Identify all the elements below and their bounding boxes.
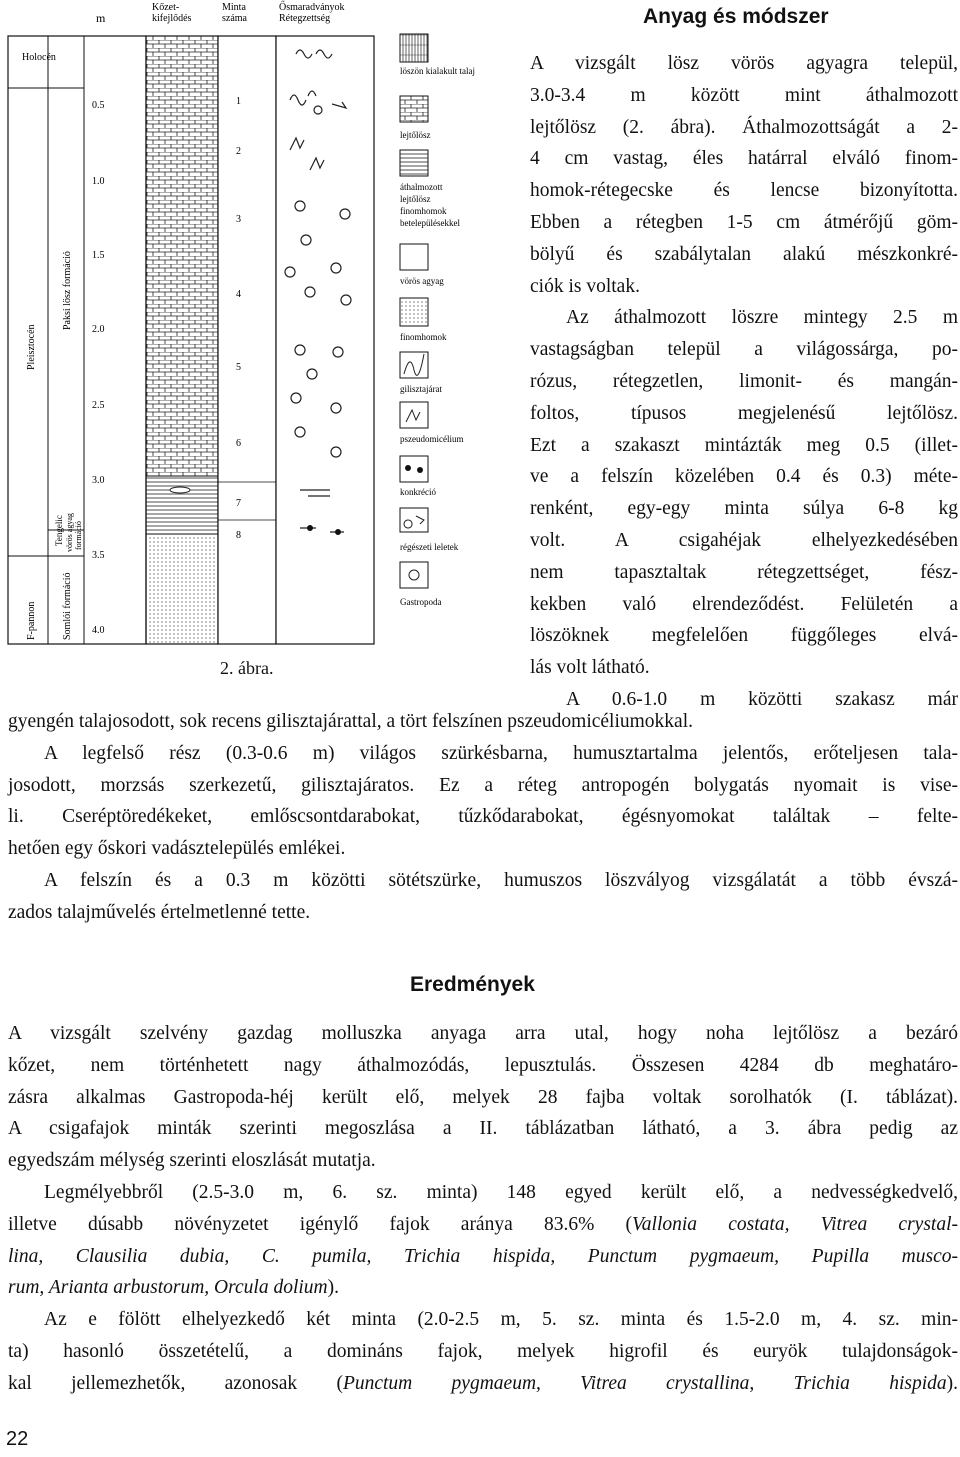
svg-text:lejtőlösz: lejtőlösz [400, 130, 431, 140]
method-text-continued [8, 706, 958, 929]
text-line: ta) hasonló összetételű, a domináns fajok, melyek higrofil és euryök tulajdonságok- [8, 1340, 958, 1362]
text-line: rózus, rétegzetlen, limonit- és mangán- [530, 370, 958, 392]
tengelic-label-2: vörös agyag [65, 513, 74, 552]
svg-text:2.5: 2.5 [92, 400, 105, 411]
svg-text:finomhomok: finomhomok [400, 206, 447, 216]
text-line: Az áthalmozott löszre mintegy 2.5 m [566, 307, 958, 329]
depth-axis [92, 100, 105, 636]
text-line: vastagságban települ a világossárga, po- [530, 339, 958, 361]
paks-loess-label: Paksi lösz formáció [62, 251, 73, 330]
text-line: Legmélyebbről (2.5-3.0 m, 6. sz. minta) 148 egyed került elő, a nedvességkedvelő, [44, 1181, 958, 1203]
svg-text:1.0: 1.0 [92, 176, 105, 187]
text-line: homok-rétegecske és lencse bizonyította. [530, 180, 958, 202]
text-line: kekben való elrendeződést. Felületén a [530, 593, 958, 615]
sample-header: Minta száma [222, 2, 247, 24]
svg-text:7: 7 [236, 498, 241, 509]
rock-header: Kőzet-kifejlődés [152, 2, 192, 24]
text-line: ciók is voltak. [530, 275, 640, 297]
svg-text:betelepülésekkel: betelepülésekkel [400, 218, 460, 228]
text-line: A legfelső rész (0.3-0.6 m) világos szürkésbarna, humusztartalma jelentős, erőteljesen tala- [44, 742, 958, 764]
text-line: egyedszám mélység szerinti eloszlását mutatja. [8, 1150, 376, 1172]
text-line: Ezt a szakaszt mintázták meg 0.5 (illet- [530, 434, 958, 456]
text-line: li. Cseréptöredékeket, emlőscsontdarabokat, tűzkődarabokat, égésnyomokat találtak – felte- [8, 806, 958, 828]
text-line: foltos, típusos megjelenésű lejtőlösz. [530, 402, 958, 424]
fossil-header: Ősmaradványok Rétegzettség [279, 2, 345, 24]
results-text [8, 1018, 958, 1400]
svg-text:4.0: 4.0 [92, 625, 105, 636]
text-line: bölyű és szabálytalan alakú mészkonkré- [530, 243, 958, 265]
text-line: gyengén talajosodott, sok recens gilisztajárattal, a tört felszínen pszeudomicéliumokkal. [8, 711, 693, 732]
f-pannon-label: F-pannon [26, 601, 37, 640]
text-line: A felszín és a 0.3 m közötti sötétszürke, humuszos löszvályog vizsgálatát a több évszá- [44, 869, 958, 891]
depth-header: m [96, 11, 106, 25]
legend [400, 34, 475, 607]
svg-text:0.5: 0.5 [92, 100, 105, 111]
svg-text:2: 2 [236, 146, 241, 157]
text-line: Ebben a rétegben 1-5 cm átmérőjű göm- [530, 211, 958, 233]
svg-text:régészeti leletek: régészeti leletek [400, 542, 459, 552]
text-line: löszöknek megfelelően függőleges elvá- [530, 625, 958, 647]
svg-text:3: 3 [236, 214, 241, 225]
text-line: Az e fölött elhelyezkedő két minta (2.0-2.5 m, 5. sz. minta és 1.5-2.0 m, 4. sz. min- [44, 1309, 958, 1331]
svg-text:6: 6 [236, 438, 241, 449]
text-line: josodott, morzsás szerkezetű, gilisztajáratos. Ez a réteg antropogén bolygatás nyomait is vise- [8, 774, 958, 796]
text-line: lás volt látható. [530, 657, 650, 679]
text-line: kőzet, nem történhetett nagy áthalmozódás, lepusztulás. Összesen 4284 db meghatáro- [8, 1054, 958, 1076]
text-line: hetően egy őskori vadásztelepülés emlékei. [8, 838, 346, 860]
stratigraphic-column-figure [0, 0, 520, 680]
svg-text:2.0: 2.0 [92, 324, 105, 335]
text-line: A vizsgált szelvény gazdag molluszka anyaga arra utal, hogy noha lejtőlösz a bezáró [8, 1023, 958, 1044]
svg-text:konkréció: konkréció [400, 487, 436, 497]
tengelic-label: Tengelic [54, 515, 64, 546]
text-line: illetve dúsabb növényzetet igénylő fajok aránya 83.6% (Vallonia costata, Vitrea crystal- [8, 1213, 959, 1235]
text-line: lina, Clausilia dubia, C. pumila, Trichia hispida, Punctum pygmaeum, Pupilla musco- [8, 1245, 958, 1267]
tengelic-label-3: formáció [74, 521, 83, 550]
text-line: rum, Arianta arbustorum, Orcula dolium). [8, 1277, 339, 1299]
svg-text:lejtőlösz: lejtőlösz [400, 194, 431, 204]
text-line: lejtőlösz (2. ábra). Áthalmozottságát a 2- [530, 116, 958, 138]
svg-text:8: 8 [236, 530, 241, 541]
text-line: zados talajművelés értelmetlenné tette. [8, 901, 311, 923]
svg-text:Gastropoda: Gastropoda [400, 597, 442, 607]
text-line: A csigafajok minták szerinti megoszlása a II. táblázatban látható, a 3. ábra pedig az [8, 1118, 958, 1140]
text-line: A 0.6-1.0 m közötti szakasz már [566, 688, 958, 710]
text-line: ve a felszín közelében 0.4 és 0.3) méte- [530, 466, 958, 488]
text-line: zásra alkalmas Gastropoda-héj került elő, melyek 28 fajba voltak sorolhatók (I. táblázat). [8, 1086, 958, 1108]
svg-text:löszön kialakult talaj: löszön kialakult talaj [400, 66, 475, 76]
text-line: nem tapasztaltak rétegzettséget, fész- [530, 561, 958, 583]
svg-text:gilisztajárat: gilisztajárat [400, 384, 442, 394]
svg-text:vörös agyag: vörös agyag [400, 276, 444, 286]
somlo-label: Somlói formáció [62, 572, 73, 640]
figure-caption: 2. ábra. [220, 658, 274, 678]
svg-text:finomhomok: finomhomok [400, 332, 447, 342]
svg-text:pszeudomicélium: pszeudomicélium [400, 434, 464, 444]
svg-text:3.5: 3.5 [92, 550, 105, 561]
lithology-column [146, 36, 218, 644]
text-line: A vizsgált lösz vörös agyagra települ, [530, 53, 958, 74]
pleistocene-label: Pleisztocén [26, 324, 37, 370]
text-line: volt. A csigahéjak elhelyezkedésében [530, 529, 958, 551]
svg-text:5: 5 [236, 362, 241, 373]
page-number: 22 [6, 1428, 29, 1450]
text-line: renként, egy-egy minta súlya 6-8 kg [530, 498, 958, 520]
results-title: Eredmények [410, 973, 535, 997]
svg-text:áthalmozott: áthalmozott [400, 182, 443, 192]
holocene-label: Holocén [22, 52, 56, 63]
text-line: 4 cm vastag, éles határral elváló finom- [530, 148, 958, 170]
svg-text:3.0: 3.0 [92, 475, 105, 486]
svg-text:4: 4 [236, 289, 241, 300]
text-line: kal jellemezhetők, azonosak (Punctum pygmaeum, Vitrea crystallina, Trichia hispida). [8, 1372, 959, 1394]
method-text-column [530, 48, 958, 716]
text-line: 3.0-3.4 m között mint áthalmozott [530, 84, 958, 106]
section-title: Anyag és módszer [643, 5, 829, 29]
svg-text:1.5: 1.5 [92, 250, 105, 261]
svg-text:1: 1 [236, 96, 241, 107]
